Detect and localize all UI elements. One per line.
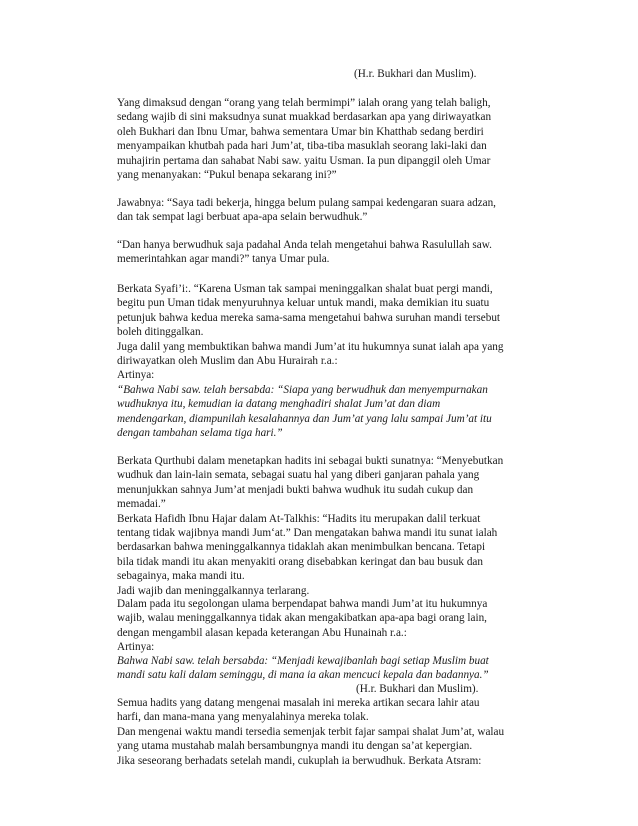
text-line: Artinya: xyxy=(117,641,155,654)
text-line: Jadi wajib dan meninggalkannya terlarang. xyxy=(117,584,310,597)
text-line: boleh ditinggalkan. xyxy=(117,326,204,339)
text-line: “Dan hanya berwudhuk saja padahal Anda telah mengetahui bahwa Rasulullah saw. xyxy=(117,239,492,251)
text-line: petunjuk bahwa kedua mereka sama-sama mengetahui bahwa suruhan mandi tersebut xyxy=(117,311,501,324)
quote-line: Bahwa Nabi saw. telah bersabda: “Menjadi kewajibanlah bagi setiap Muslim buat xyxy=(117,655,489,667)
paragraph-jawabnya xyxy=(117,196,527,225)
citation-line: (H.r. Bukhari dan Muslim). xyxy=(356,683,479,695)
quote-line: mandi satu kali dalam seminggu, di mana ia akan mencuci kepala dan badannya.” xyxy=(117,669,489,682)
text-line: memerintahkan agar mandi?” tanya Umar pula. xyxy=(117,253,330,266)
text-line: Jawabnya: “Saya tadi bekerja, hingga belum pulang sampai kedengaran suara adzan, xyxy=(117,197,496,209)
hadith-quote-wudhuk xyxy=(117,383,527,441)
text-line: Berkata Syafi’i:. “Karena Usman tak sampai meninggalkan shalat buat pergi mandi, xyxy=(117,283,493,295)
text-line: Artinya: xyxy=(117,369,155,382)
text-line: Semua hadits yang datang mengenai masalah ini mereka artikan secara lahir atau xyxy=(117,697,480,709)
text-line: dengan mengambil alasan kepada keterangan Abu Hunainah r.a.: xyxy=(117,626,407,639)
text-line: Berkata Qurthubi dalam menetapkan hadits ini sebagai bukti sunatnya: “Menyebutkan xyxy=(117,455,504,467)
text-line: yang menanyakan: “Pukul benapa sekarang ini?” xyxy=(117,169,337,182)
paragraph-syafii xyxy=(117,282,527,383)
text-line: bila tidak mandi itu akan menyakiti orang disebabkan keringat dan bau busuk dan xyxy=(117,555,483,568)
text-line: Juga dalil yang membuktikan bahwa mandi Jum’at itu hukumnya sunat ialah apa yang xyxy=(117,340,504,353)
text-line: muhajirin pertama dan sahabat Nabi saw. yaitu Usman. Ia pun dipanggil oleh Umar xyxy=(117,154,491,167)
text-line: dan tak sempat lagi berbuat apa-apa selain berwudhuk.” xyxy=(117,211,368,224)
citation-bukhari-muslim-top xyxy=(117,67,527,81)
quote-line: dengan tambahan selama tiga hari.” xyxy=(117,427,283,440)
citation-bukhari-muslim-bottom xyxy=(117,682,527,696)
paragraph-orang-bermimpi xyxy=(117,96,527,182)
quote-line: mendengarkan, diampunilah kesalahannya dan Jum’at yang lalu sampai Jum’at itu xyxy=(117,412,492,425)
text-line: tentang tidak wajibnya mandi Jum‘at.” Dan mengatakan bahwa mandi itu sunat ialah xyxy=(117,527,498,540)
text-line: wajib, walau meninggalkannya tidak akan mengakibatkan apa-apa bagi orang lain, xyxy=(117,612,487,625)
hadith-quote-mandi xyxy=(117,654,527,683)
text-line: Jika seseorang berhadats setelah mandi, cukuplah ia berwudhuk. Berkata Atsram: xyxy=(117,754,482,767)
text-line: harfi, dan mana-mana yang menyalahinya mereka tolak. xyxy=(117,711,369,724)
text-line: Yang dimaksud dengan “orang yang telah bermimpi” ialah orang yang telah baligh, xyxy=(117,97,491,109)
text-line: sebagainya, maka mandi itu. xyxy=(117,570,245,583)
text-line: memadai.” xyxy=(117,498,166,511)
paragraph-qurthubi xyxy=(117,454,527,598)
text-line: begitu pun Uman tidak menyuruhnya keluar untuk mandi, maka demikian itu suatu xyxy=(117,297,490,310)
quote-line: wudhuknya itu, kemudian ia datang menghadiri shalat Jum’at dan diam xyxy=(117,398,441,411)
quote-line: “Bahwa Nabi saw. telah bersabda: “Siapa yang berwudhuk dan menyempurnakan xyxy=(117,384,488,396)
paragraph-segolongan-ulama xyxy=(117,597,527,655)
text-line: berdasarkan bahwa meninggalkannya tidaklah akan menimbulkan bencana. Tetapi xyxy=(117,541,486,554)
text-line: Dan mengenai waktu mandi tersedia semenjak terbit fajar sampai shalat Jum’at, walau xyxy=(117,725,505,738)
text-line: oleh Bukhari dan Ibnu Umar, bahwa sementara Umar bin Khatthab sedang berdiri xyxy=(117,125,484,138)
citation-line: (H.r. Bukhari dan Muslim). xyxy=(354,68,477,80)
text-line: Berkata Hafidh Ibnu Hajar dalam At-Talkhis: “Hadits itu merupakan dalil terkuat xyxy=(117,512,481,525)
text-line: menyampaikan khutbah pada hari Jum’at, tiba-tiba masuklah seorang laki-laki dan xyxy=(117,140,487,153)
paragraph-tanya-umar xyxy=(117,238,527,267)
text-line: Dalam pada itu segolongan ulama berpendapat bahwa mandi Jum’at itu hukumnya xyxy=(117,598,488,610)
text-line: diriwayatkan oleh Muslim dan Abu Hurairah r.a.: xyxy=(117,355,338,368)
text-line: wudhuk dan lain-lain semata, sebagai suatu hal yang diberi ganjaran pahala yang xyxy=(117,469,480,482)
text-line: sedang wajib di sini maksudnya sunat muakkad berdasarkan apa yang diriwayatkan xyxy=(117,111,492,124)
text-line: yang utama mustahab malah bersambungnya mandi itu dengan sa’at kepergian. xyxy=(117,740,473,753)
paragraph-semua-hadits xyxy=(117,696,527,768)
text-line: menunjukkan sahnya Jum’at menjadi bukti bahwa wudhuk itu sudah cukup dan xyxy=(117,483,474,496)
